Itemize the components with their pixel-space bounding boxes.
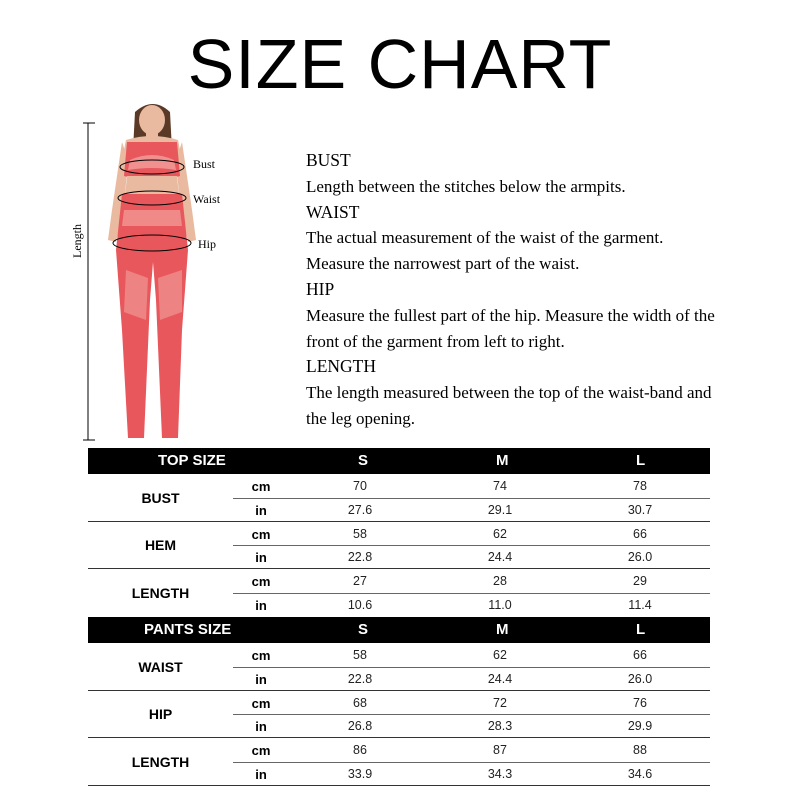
unit-cm: cm <box>251 743 271 758</box>
value-s: 70 <box>353 479 367 493</box>
value-l: 78 <box>633 479 647 493</box>
value-s: 68 <box>353 695 367 710</box>
size-m-header: M <box>496 452 509 469</box>
value-s: 58 <box>353 526 367 541</box>
top-size-table <box>88 448 710 617</box>
unit-in: in <box>255 719 267 735</box>
unit-cm: cm <box>251 526 271 542</box>
value-l: 66 <box>633 526 647 541</box>
unit-in: in <box>255 502 267 518</box>
cm-row <box>233 691 710 716</box>
value-s: 10.6 <box>347 597 373 612</box>
unit-cm: cm <box>251 695 271 711</box>
waist-description: The actual measurement of the waist of the garment. Measure the narrowest part of the waist. <box>306 228 664 274</box>
waist-label: Waist <box>193 192 221 206</box>
table-row-hip <box>88 691 710 739</box>
value-s: 86 <box>353 743 367 757</box>
in-row <box>233 498 710 522</box>
value-m: 28.3 <box>487 719 513 734</box>
table-row-waist <box>88 643 710 691</box>
row-divider <box>88 785 710 786</box>
value-m: 28 <box>493 574 507 588</box>
cm-row <box>233 738 710 763</box>
length-label: Length <box>70 224 84 258</box>
value-l: 29.9 <box>627 719 653 734</box>
table-row-hem <box>88 522 710 570</box>
row-label: BUST <box>141 489 180 506</box>
value-s: 33.9 <box>347 766 373 781</box>
cm-row <box>233 474 710 499</box>
length-heading: LENGTH <box>306 356 376 377</box>
row-label: LENGTH <box>131 753 190 770</box>
top-size-header <box>88 448 710 474</box>
size-s-header: S <box>358 621 369 638</box>
value-l: 29 <box>633 574 647 588</box>
cm-row <box>233 643 710 668</box>
size-l-header: L <box>636 452 646 469</box>
unit-cm: cm <box>251 479 271 494</box>
row-label: HIP <box>148 706 173 723</box>
unit-in: in <box>255 766 267 782</box>
in-row <box>233 667 710 691</box>
hip-heading: HIP <box>306 278 335 299</box>
in-row <box>233 714 710 738</box>
in-row <box>233 593 710 617</box>
measurement-descriptions <box>306 148 776 432</box>
value-l: 88 <box>633 743 647 757</box>
pants-size-header <box>88 617 710 643</box>
value-m: 62 <box>493 648 507 662</box>
unit-cm: cm <box>251 574 271 589</box>
value-s: 27.6 <box>347 502 373 517</box>
table-row-length <box>88 738 710 786</box>
bust-description: Length between the stitches below the armpits. <box>306 176 626 196</box>
value-s: 26.8 <box>347 719 373 734</box>
value-l: 30.7 <box>627 502 653 517</box>
value-s: 22.8 <box>347 671 373 686</box>
unit-in: in <box>255 671 267 687</box>
table-row-bust <box>88 474 710 522</box>
value-s: 58 <box>353 648 367 662</box>
waist-heading: WAIST <box>306 201 360 222</box>
unit-cm: cm <box>251 648 271 663</box>
size-l-header: L <box>636 621 646 638</box>
in-row <box>233 762 710 786</box>
value-l: 66 <box>633 648 647 662</box>
pants-size-title: PANTS SIZE <box>144 621 232 638</box>
top-size-title: TOP SIZE <box>158 452 226 469</box>
row-label: HEM <box>144 537 177 554</box>
row-label: WAIST <box>138 658 183 675</box>
size-s-header: S <box>358 452 369 469</box>
value-m: 24.4 <box>487 671 513 686</box>
in-row <box>233 545 710 569</box>
value-m: 87 <box>493 743 507 757</box>
value-m: 24.4 <box>487 550 513 565</box>
size-m-header: M <box>496 621 509 638</box>
pants-size-table <box>88 617 710 786</box>
bust-heading: BUST <box>306 150 351 170</box>
hip-description: Measure the fullest part of the hip. Measure the width of the front of the garment from left to right. <box>306 305 715 351</box>
unit-in: in <box>255 597 267 613</box>
row-label: LENGTH <box>131 584 190 601</box>
value-s: 27 <box>353 574 367 588</box>
value-l: 26.0 <box>627 550 653 565</box>
unit-in: in <box>255 550 267 566</box>
table-row-length <box>88 569 710 617</box>
page-title: SIZE CHART <box>187 25 613 103</box>
value-m: 62 <box>493 526 507 541</box>
cm-row <box>233 522 710 547</box>
value-m: 72 <box>493 695 507 710</box>
value-m: 34.3 <box>487 766 513 781</box>
length-description: The length measured between the top of the waist-band and the leg opening. <box>306 383 712 428</box>
hip-label: Hip <box>198 237 216 251</box>
bust-label: Bust <box>193 157 216 171</box>
value-l: 34.6 <box>627 766 653 781</box>
value-m: 29.1 <box>487 502 513 517</box>
cm-row <box>233 569 710 594</box>
value-l: 26.0 <box>627 671 653 686</box>
value-m: 74 <box>493 479 507 493</box>
value-l: 76 <box>633 695 647 710</box>
value-s: 22.8 <box>347 550 373 565</box>
value-m: 11.0 <box>488 597 512 612</box>
value-l: 11.4 <box>628 597 652 612</box>
